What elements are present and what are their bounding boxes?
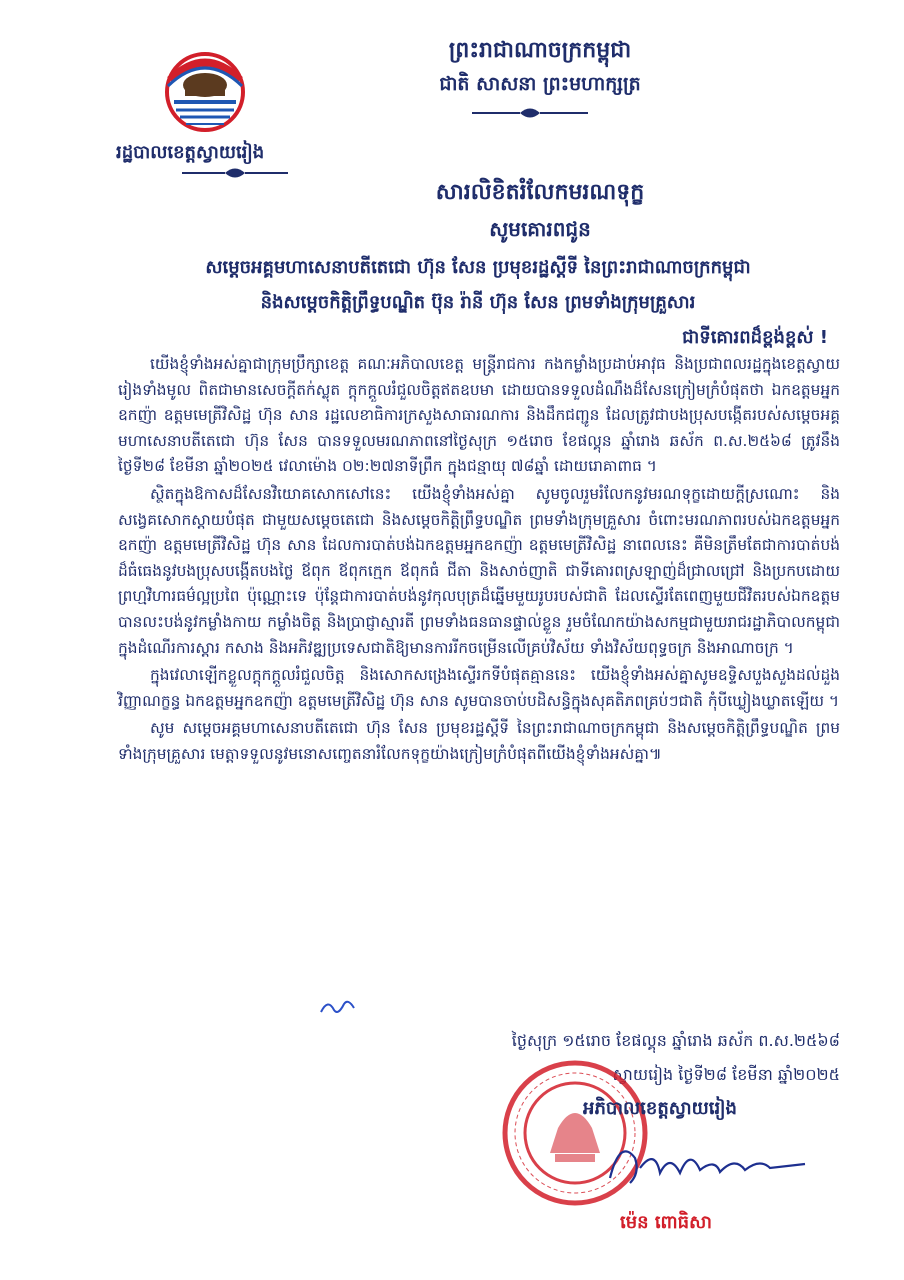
addressee-block [118,250,838,355]
body-paragraph: ក្នុងវេលាឡើកខ្លួលក្តុកក្តួលរំជួលចិត្ត និងសោកសង្រេងស្ទើរកទីបំផុតគ្មាននេះ យើងខ្ញុំទាំងអស់គ្នាសូមឧទ្ទិសបួងសួងដល់ដួងវិញ្ញាណក្ខន្ធ ឯកឧត្តមអ្នកឧកញ៉ា ឧត្តមមេត្រីវិសិដ្ឋ ហ៊ុន សាន សូមបានចាប់បដិសន្ធិក្នុងសុគតិភពគ្រប់ៗជាតិ កុំបីឃ្លៀងឃ្លាតឡើយ ។ [118,666,840,710]
signer-title: អភិបាលខេត្តស្វាយរៀង [583,1098,737,1119]
salutation-label: សូមគោរពជូន [489,217,591,241]
national-motto: ជាតិ សាសនា ព្រះមហាក្សត្រ [439,73,641,95]
ornament-divider-icon [470,106,590,120]
initial-mark-icon [318,996,358,1018]
addressee-line: សម្តេចអគ្គមហាសេនាបតីតេជោ ហ៊ុន សែន ប្រមុខរដ្ឋស្តីទី នៃព្រះរាជាណាចក្រកម្ពុជា [205,257,751,278]
kingdom-heading: ព្រះរាជាណាចក្រកម្ពុជា [448,38,632,63]
handwritten-signature [600,1128,810,1198]
letter-body [118,352,840,770]
document-title: សារលិខិតរំលែកមរណទុក្ខ [435,180,645,205]
signer-name: ម៉េន ពោធិសា [620,1212,712,1233]
addressee-line: ជាទីគោរពដ៏ខ្ពង់ខ្ពស់ ! [682,327,828,348]
body-paragraph: សូម សម្តេចអគ្គមហាសេនាបតីតេជោ ហ៊ុន សែន ប្រមុខរដ្ឋស្តីទី នៃព្រះរាជាណាចក្រកម្ពុជា និងសម្តេចកិត្តិព្រឹទ្ធបណ្ឌិត ព្រមទាំងក្រុមគ្រួសារ មេត្តាទទួលនូវមនោសញ្ចេតនារំលែកទុក្ខយ៉ាងក្រៀមក្រំបំផុតពីយើងខ្ញុំទាំងអស់គ្នា៕ [118,719,840,763]
addressee-line: និងសម្តេចកិត្តិព្រឹទ្ធបណ្ឌិត ប៊ុន រ៉ានី ហ៊ុន សែន ព្រមទាំងក្រុមគ្រួសារ [260,292,696,313]
lunar-date: ថ្ងៃសុក្រ ១៥រោច ខែផល្គុន ឆ្នាំរោង ឆស័ក ព.ស.២៥៦៨ [511,1031,840,1050]
party-emblem-logo [150,40,260,140]
issuing-administration: រដ្ឋបាលខេត្តស្វាយរៀង [116,142,265,163]
body-paragraph: យើងខ្ញុំទាំងអស់គ្នាជាក្រុមប្រឹក្សាខេត្ត គណៈអភិបាលខេត្ត មន្ត្រីរាជការ កងកម្លាំងប្រដាប់អាវុធ និងប្រជាពលរដ្ឋក្នុងខេត្តស្វាយរៀងទាំងមូល ពិតជាមានសេចក្តីតក់ស្លុត ក្តុកក្តួលរំជួលចិត្តឥតឧបមា ដោយបានទទួលដំណឹងដ៏សែនក្រៀមក្រំបំផុតថា ឯកឧត្តមអ្នកឧកញ៉ា ឧត្តមមេត្រីវិសិដ្ឋ ហ៊ុន សាន រដ្ឋលេខាធិការក្រសួងសាធារណការ និងដឹកជញ្ជូន ដែលត្រូវជាបងប្រុសបង្កើតរបស់សម្តេចអគ្គមហាសេនាបតីតេជោ ហ៊ុន សែន បានទទួលមរណភាពនៅថ្ងៃសុក្រ ១៥រោច ខែផល្គុន ឆ្នាំរោង ឆស័ក ព.ស.២៥៦៨ ត្រូវនឹងថ្ងៃទី២៨ ខែមីនា ឆ្នាំ២០២៥ វេលាម៉ោង ០២:២៧នាទីព្រឹក ក្នុងជន្មាយុ ៧៨ឆ្នាំ ដោយរោគាពាធ ។ [118,355,840,476]
body-paragraph: ស្ថិតក្នុងឱកាសដ៏សែនវិយោគសោកសៅនេះ យើងខ្ញុំទាំងអស់គ្នា សូមចូលរួមរំលែកនូវមរណទុក្ខដោយក្តីស្រណោះ និងសង្វេគសោកស្តាយបំផុត ជាមួយសម្តេចតេជោ និងសម្តេចកិត្តិព្រឹទ្ធបណ្ឌិត ព្រមទាំងក្រុមគ្រួសារ ចំពោះមរណភាពរបស់ឯកឧត្តមអ្នកឧកញ៉ា ឧត្តមមេត្រីវិសិដ្ឋ ហ៊ុន សាន ដែលការបាត់បង់ឯកឧត្តមអ្នកឧកញ៉ា ឧត្តមមេត្រីវិសិដ្ឋ នាពេលនេះ គឺមិនត្រឹមតែជាការបាត់បង់ដ៏ធំធេងនូវបងប្រុសបង្កើតបងថ្លៃ ឪពុក ឪពុកក្មេក ឪពុកធំ ជីតា និងសាច់ញាតិ ជាទីគោរពស្រឡាញ់ដ៏ជ្រាលជ្រៅ និងប្រកបដោយព្រហ្មវិហារធម៌ល្អប្រពៃ ប៉ុណ្ណោះទេ ប៉ុន្តែជាការបាត់បង់នូវកុលបុត្រដ៏ឆ្នើមមួយរូបរបស់ជាតិ ដែលស្ទើរតែពេញមួយជីវិតរបស់ឯកឧត្តម បានលះបង់នូវកម្លាំងកាយ កម្លាំងចិត្ត និងប្រាជ្ញាស្មារតី ព្រមទាំងធនធានផ្ទាល់ខ្លួន រួមចំណែកយ៉ាងសកម្មជាមួយរាជរដ្ឋាភិបាលកម្ពុជា ក្នុងដំណើរការស្តារ កសាង និងអភិវឌ្ឍប្រទេសជាតិឱ្យមានការរីកចម្រើនលើគ្រប់វិស័យ ទាំងវិស័យពុទ្ធចក្រ និងអាណាចក្រ ។ [118,484,840,657]
ornament-divider-icon [180,166,290,180]
solar-date: ស្វាយរៀង ថ្ងៃទី២៨ ខែមីនា ឆ្នាំ២០២៥ [612,1065,840,1084]
